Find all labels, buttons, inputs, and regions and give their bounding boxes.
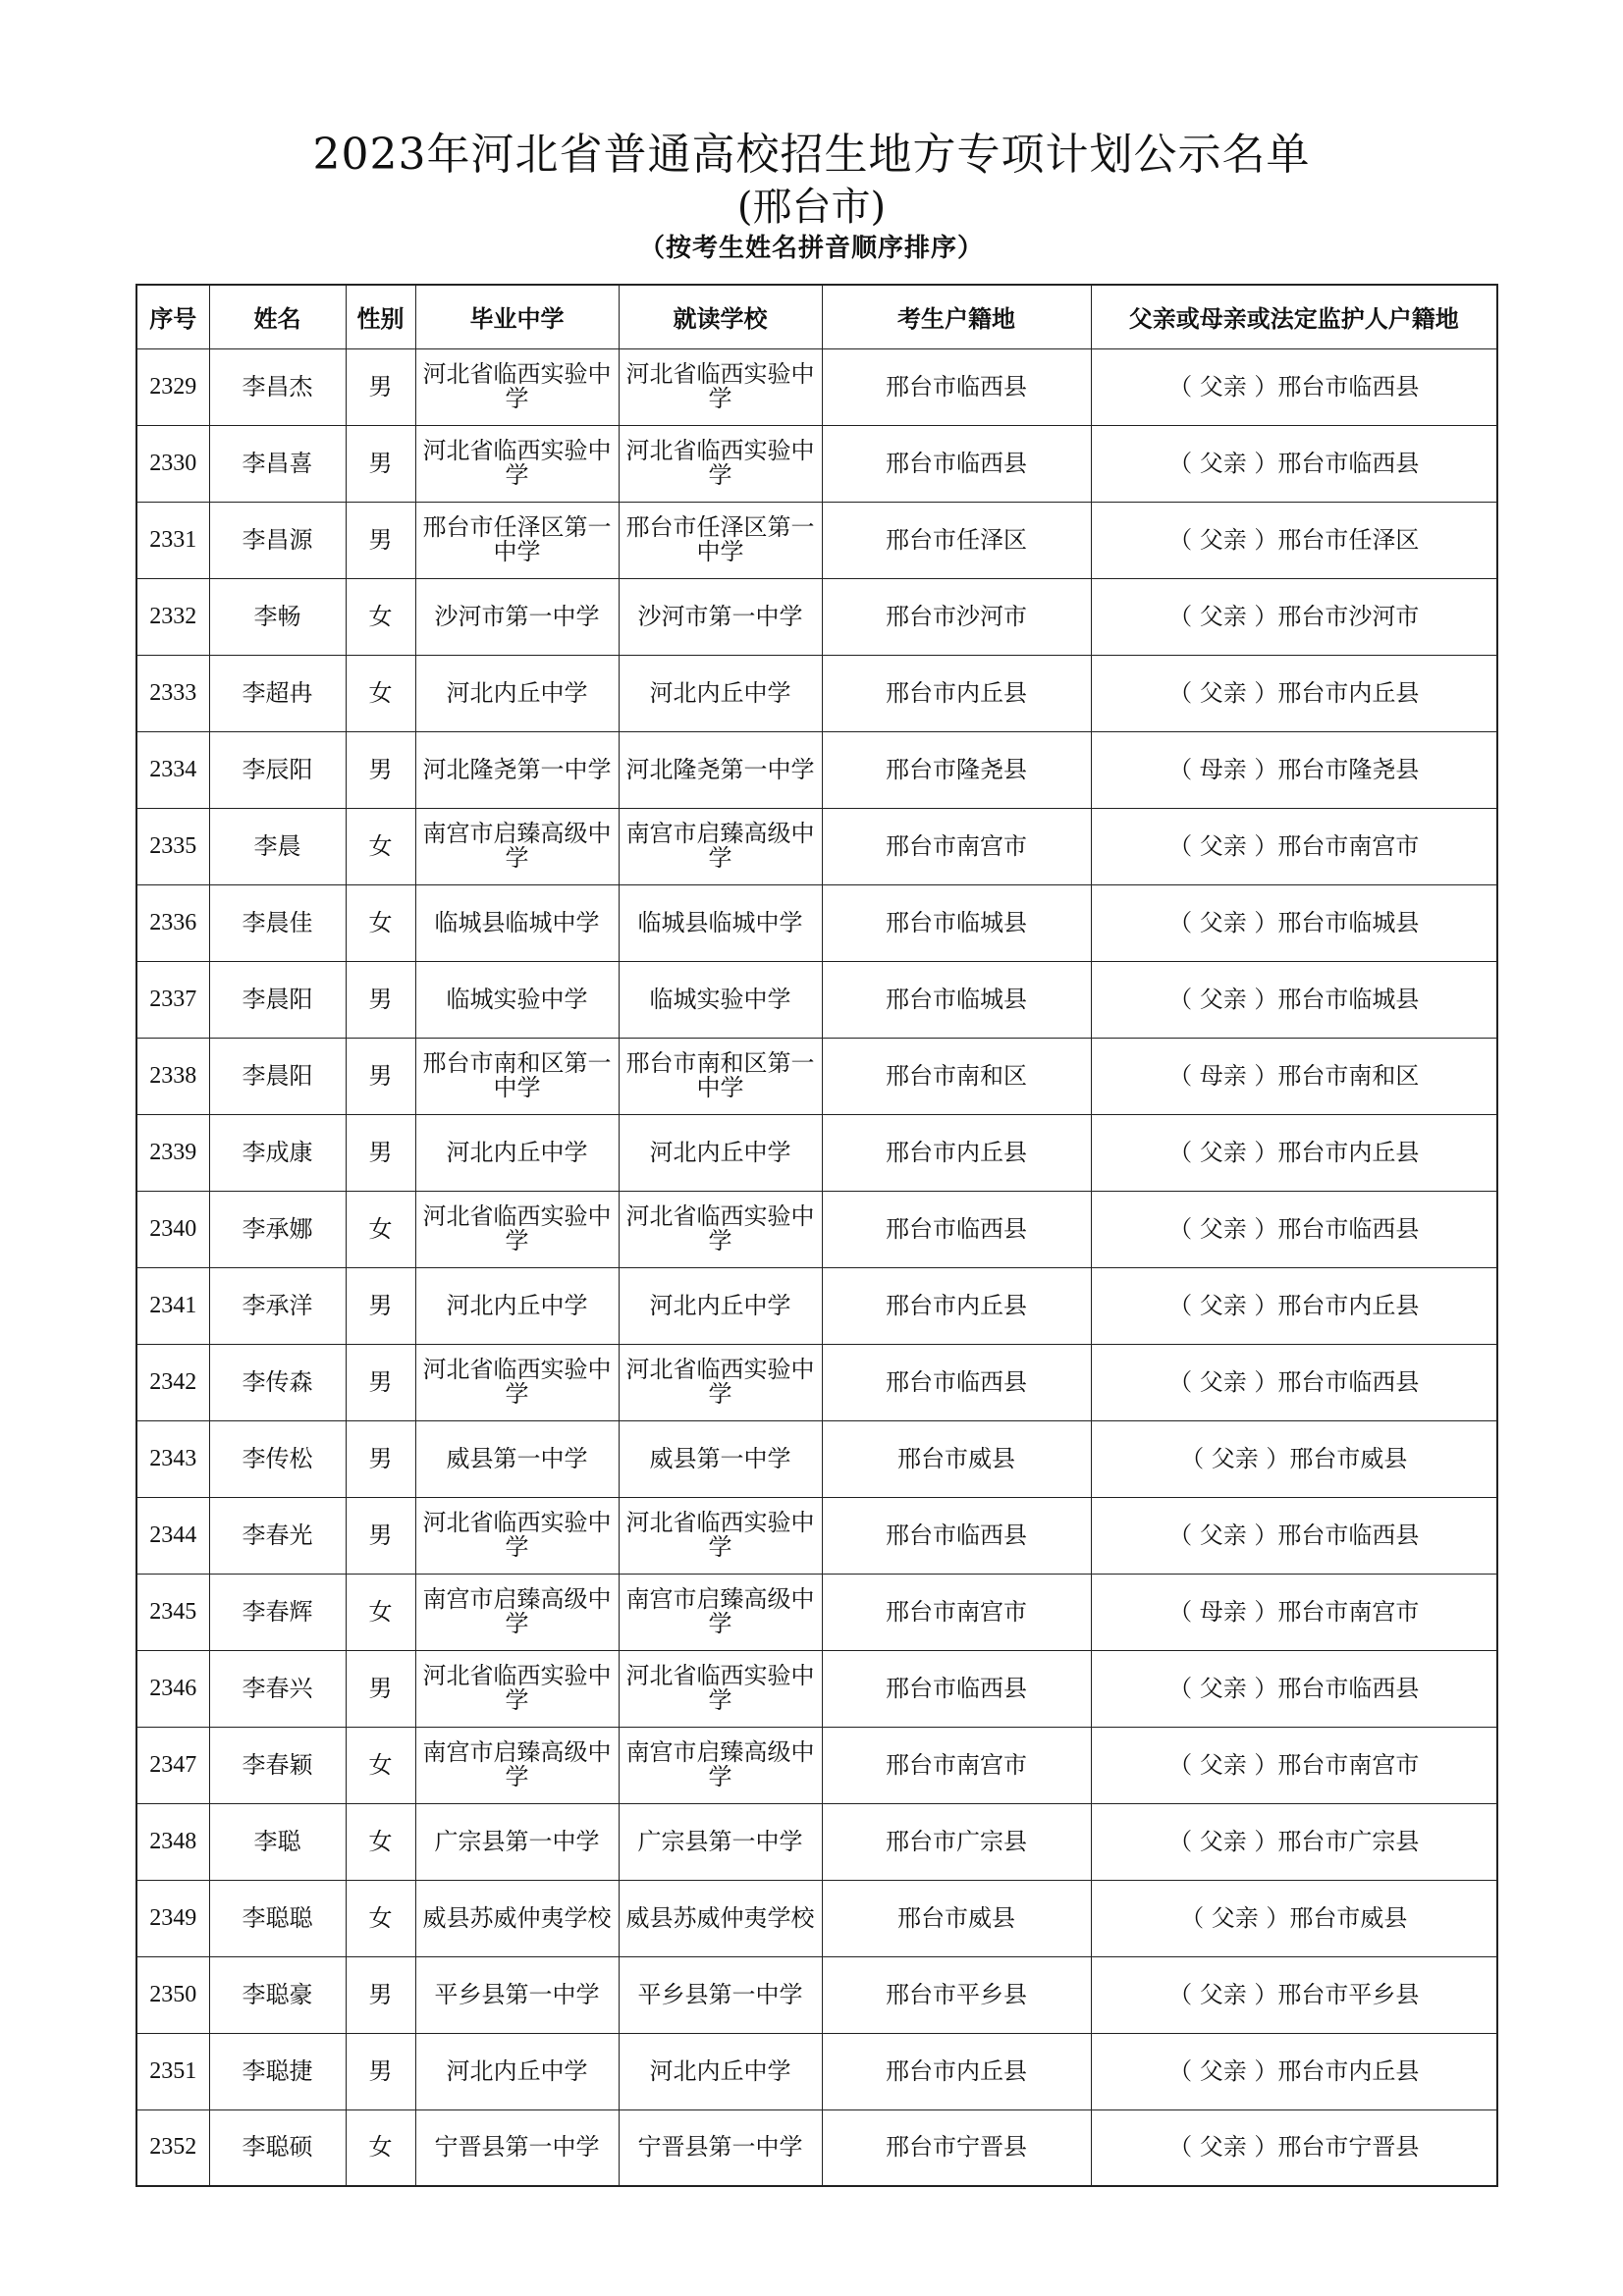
guardian-residence-cell: （ 父亲 ）邢台市临西县	[1091, 425, 1497, 502]
header-graduated-school: 毕业中学	[415, 285, 619, 348]
gender-cell: 男	[346, 1114, 415, 1191]
graduated-school-cell: 河北内丘中学	[415, 655, 619, 731]
guardian-residence-cell: （ 父亲 ）邢台市临城县	[1091, 884, 1497, 961]
current-school-cell: 河北省临西实验中学	[619, 1344, 822, 1420]
gender-cell: 女	[346, 1574, 415, 1650]
graduated-school-cell: 河北省临西实验中学	[415, 1650, 619, 1727]
guardian-residence-cell: （ 父亲 ）邢台市平乡县	[1091, 1956, 1497, 2033]
header-seq: 序号	[136, 285, 209, 348]
table-row	[136, 578, 1497, 655]
table-row	[136, 1038, 1497, 1114]
student-residence-cell: 邢台市内丘县	[822, 1267, 1091, 1344]
table-header-row	[136, 285, 1497, 348]
gender-cell: 男	[346, 1956, 415, 2033]
table-row	[136, 1191, 1497, 1267]
gender-cell: 男	[346, 961, 415, 1038]
seq-cell: 2332	[136, 578, 209, 655]
current-school-cell: 河北省临西实验中学	[619, 425, 822, 502]
guardian-residence-cell: （ 母亲 ）邢台市南宫市	[1091, 1574, 1497, 1650]
sort-note: （按考生姓名拼音顺序排序）	[638, 234, 984, 263]
name-cell: 李春光	[209, 1497, 346, 1574]
table-row	[136, 961, 1497, 1038]
seq-cell: 2334	[136, 731, 209, 808]
gender-cell: 女	[346, 1803, 415, 1880]
student-residence-cell: 邢台市隆尧县	[822, 731, 1091, 808]
name-cell: 李传森	[209, 1344, 346, 1420]
gender-cell: 女	[346, 1880, 415, 1956]
page-title: 2023年河北省普通高校招生地方专项计划公示名单	[312, 130, 1311, 180]
seq-cell: 2352	[136, 2109, 209, 2186]
seq-cell: 2345	[136, 1574, 209, 1650]
student-residence-cell: 邢台市临西县	[822, 1191, 1091, 1267]
gender-cell: 女	[346, 808, 415, 884]
current-school-cell: 河北内丘中学	[619, 2033, 822, 2109]
name-cell: 李晨	[209, 808, 346, 884]
guardian-residence-cell: （ 父亲 ）邢台市南宫市	[1091, 808, 1497, 884]
header-student-residence: 考生户籍地	[822, 285, 1091, 348]
graduated-school-cell: 河北省临西实验中学	[415, 1191, 619, 1267]
graduated-school-cell: 邢台市南和区第一中学	[415, 1038, 619, 1114]
name-cell: 李辰阳	[209, 731, 346, 808]
graduated-school-cell: 临城实验中学	[415, 961, 619, 1038]
current-school-cell: 广宗县第一中学	[619, 1803, 822, 1880]
guardian-residence-cell: （ 父亲 ）邢台市内丘县	[1091, 1114, 1497, 1191]
guardian-residence-cell: （ 父亲 ）邢台市内丘县	[1091, 2033, 1497, 2109]
name-cell: 李聪	[209, 1803, 346, 1880]
name-cell: 李成康	[209, 1114, 346, 1191]
current-school-cell: 河北内丘中学	[619, 655, 822, 731]
gender-cell: 男	[346, 1267, 415, 1344]
graduated-school-cell: 南宫市启臻高级中学	[415, 1574, 619, 1650]
guardian-residence-cell: （ 父亲 ）邢台市临西县	[1091, 1497, 1497, 1574]
seq-cell: 2338	[136, 1038, 209, 1114]
name-cell: 李春颖	[209, 1727, 346, 1803]
graduated-school-cell: 河北内丘中学	[415, 1114, 619, 1191]
graduated-school-cell: 威县第一中学	[415, 1420, 619, 1497]
current-school-cell: 河北隆尧第一中学	[619, 731, 822, 808]
current-school-cell: 河北内丘中学	[619, 1267, 822, 1344]
graduated-school-cell: 邢台市任泽区第一中学	[415, 502, 619, 578]
table-row	[136, 1650, 1497, 1727]
current-school-cell: 威县苏威仲夷学校	[619, 1880, 822, 1956]
seq-cell: 2340	[136, 1191, 209, 1267]
guardian-residence-cell: （ 父亲 ）邢台市临城县	[1091, 961, 1497, 1038]
name-cell: 李承洋	[209, 1267, 346, 1344]
guardian-residence-cell: （ 父亲 ）邢台市内丘县	[1091, 1267, 1497, 1344]
name-cell: 李昌喜	[209, 425, 346, 502]
graduated-school-cell: 平乡县第一中学	[415, 1956, 619, 2033]
table-row	[136, 1803, 1497, 1880]
seq-cell: 2344	[136, 1497, 209, 1574]
table-row	[136, 1344, 1497, 1420]
graduated-school-cell: 临城县临城中学	[415, 884, 619, 961]
student-residence-cell: 邢台市内丘县	[822, 2033, 1091, 2109]
current-school-cell: 南宫市启臻高级中学	[619, 1727, 822, 1803]
guardian-residence-cell: （ 父亲 ）邢台市宁晋县	[1091, 2109, 1497, 2186]
graduated-school-cell: 河北省临西实验中学	[415, 348, 619, 425]
guardian-residence-cell: （ 父亲 ）邢台市临西县	[1091, 348, 1497, 425]
guardian-residence-cell: （ 母亲 ）邢台市隆尧县	[1091, 731, 1497, 808]
table-row	[136, 1267, 1497, 1344]
current-school-cell: 邢台市任泽区第一中学	[619, 502, 822, 578]
seq-cell: 2346	[136, 1650, 209, 1727]
graduated-school-cell: 河北省临西实验中学	[415, 1344, 619, 1420]
name-cell: 李聪硕	[209, 2109, 346, 2186]
student-residence-cell: 邢台市威县	[822, 1420, 1091, 1497]
gender-cell: 女	[346, 655, 415, 731]
name-cell: 李晨阳	[209, 961, 346, 1038]
student-residence-cell: 邢台市临西县	[822, 1650, 1091, 1727]
table-row	[136, 1420, 1497, 1497]
graduated-school-cell: 河北内丘中学	[415, 1267, 619, 1344]
guardian-residence-cell: （ 父亲 ）邢台市任泽区	[1091, 502, 1497, 578]
name-cell: 李传松	[209, 1420, 346, 1497]
seq-cell: 2330	[136, 425, 209, 502]
current-school-cell: 河北省临西实验中学	[619, 1497, 822, 1574]
student-residence-cell: 邢台市平乡县	[822, 1956, 1091, 2033]
student-residence-cell: 邢台市临西县	[822, 1497, 1091, 1574]
name-cell: 李昌源	[209, 502, 346, 578]
gender-cell: 女	[346, 1727, 415, 1803]
table-row	[136, 1727, 1497, 1803]
current-school-cell: 河北内丘中学	[619, 1114, 822, 1191]
student-residence-cell: 邢台市临西县	[822, 1344, 1091, 1420]
table-row	[136, 884, 1497, 961]
gender-cell: 男	[346, 731, 415, 808]
guardian-residence-cell: （ 母亲 ）邢台市南和区	[1091, 1038, 1497, 1114]
gender-cell: 男	[346, 1497, 415, 1574]
name-cell: 李超冉	[209, 655, 346, 731]
seq-cell: 2341	[136, 1267, 209, 1344]
name-cell: 李晨佳	[209, 884, 346, 961]
graduated-school-cell: 沙河市第一中学	[415, 578, 619, 655]
student-residence-cell: 邢台市南和区	[822, 1038, 1091, 1114]
table-row	[136, 1880, 1497, 1956]
gender-cell: 男	[346, 1344, 415, 1420]
seq-cell: 2331	[136, 502, 209, 578]
header-gender: 性别	[346, 285, 415, 348]
gender-cell: 男	[346, 1650, 415, 1727]
graduated-school-cell: 河北省临西实验中学	[415, 425, 619, 502]
gender-cell: 女	[346, 578, 415, 655]
graduated-school-cell: 河北内丘中学	[415, 2033, 619, 2109]
current-school-cell: 河北省临西实验中学	[619, 348, 822, 425]
graduated-school-cell: 南宫市启臻高级中学	[415, 808, 619, 884]
graduated-school-cell: 南宫市启臻高级中学	[415, 1727, 619, 1803]
header-current-school: 就读学校	[619, 285, 822, 348]
seq-cell: 2342	[136, 1344, 209, 1420]
header-guardian-residence: 父亲或母亲或法定监护人户籍地	[1091, 285, 1497, 348]
guardian-residence-cell: （ 父亲 ）邢台市沙河市	[1091, 578, 1497, 655]
graduated-school-cell: 河北隆尧第一中学	[415, 731, 619, 808]
table-row	[136, 2033, 1497, 2109]
student-residence-cell: 邢台市南宫市	[822, 1574, 1091, 1650]
gender-cell: 男	[346, 2033, 415, 2109]
seq-cell: 2347	[136, 1727, 209, 1803]
table-row	[136, 808, 1497, 884]
gender-cell: 男	[346, 502, 415, 578]
current-school-cell: 沙河市第一中学	[619, 578, 822, 655]
name-cell: 李春辉	[209, 1574, 346, 1650]
seq-cell: 2333	[136, 655, 209, 731]
current-school-cell: 南宫市启臻高级中学	[619, 1574, 822, 1650]
table-body	[136, 348, 1497, 2186]
guardian-residence-cell: （ 父亲 ）邢台市广宗县	[1091, 1803, 1497, 1880]
table-row	[136, 2109, 1497, 2186]
current-school-cell: 邢台市南和区第一中学	[619, 1038, 822, 1114]
graduated-school-cell: 威县苏威仲夷学校	[415, 1880, 619, 1956]
current-school-cell: 威县第一中学	[619, 1420, 822, 1497]
name-cell: 李春兴	[209, 1650, 346, 1727]
guardian-residence-cell: （ 父亲 ）邢台市威县	[1091, 1880, 1497, 1956]
gender-cell: 男	[346, 425, 415, 502]
seq-cell: 2349	[136, 1880, 209, 1956]
seq-cell: 2350	[136, 1956, 209, 2033]
guardian-residence-cell: （ 父亲 ）邢台市临西县	[1091, 1191, 1497, 1267]
graduated-school-cell: 宁晋县第一中学	[415, 2109, 619, 2186]
current-school-cell: 河北省临西实验中学	[619, 1650, 822, 1727]
name-cell: 李聪豪	[209, 1956, 346, 2033]
current-school-cell: 临城实验中学	[619, 961, 822, 1038]
graduated-school-cell: 河北省临西实验中学	[415, 1497, 619, 1574]
gender-cell: 男	[346, 1420, 415, 1497]
table-row	[136, 425, 1497, 502]
seq-cell: 2336	[136, 884, 209, 961]
gender-cell: 女	[346, 2109, 415, 2186]
student-residence-cell: 邢台市南宫市	[822, 808, 1091, 884]
seq-cell: 2329	[136, 348, 209, 425]
guardian-residence-cell: （ 父亲 ）邢台市临西县	[1091, 1344, 1497, 1420]
guardian-residence-cell: （ 父亲 ）邢台市临西县	[1091, 1650, 1497, 1727]
seq-cell: 2335	[136, 808, 209, 884]
seq-cell: 2348	[136, 1803, 209, 1880]
graduated-school-cell: 广宗县第一中学	[415, 1803, 619, 1880]
name-cell: 李晨阳	[209, 1038, 346, 1114]
current-school-cell: 临城县临城中学	[619, 884, 822, 961]
student-residence-cell: 邢台市临西县	[822, 425, 1091, 502]
seq-cell: 2337	[136, 961, 209, 1038]
table-row	[136, 1114, 1497, 1191]
student-residence-cell: 邢台市广宗县	[822, 1803, 1091, 1880]
student-residence-cell: 邢台市南宫市	[822, 1727, 1091, 1803]
table-row	[136, 655, 1497, 731]
seq-cell: 2343	[136, 1420, 209, 1497]
table-row	[136, 502, 1497, 578]
student-residence-cell: 邢台市威县	[822, 1880, 1091, 1956]
student-residence-cell: 邢台市宁晋县	[822, 2109, 1091, 2186]
student-residence-cell: 邢台市临城县	[822, 884, 1091, 961]
admission-roster-table	[135, 284, 1498, 2187]
gender-cell: 男	[346, 348, 415, 425]
table-row	[136, 1574, 1497, 1650]
name-cell: 李聪聪	[209, 1880, 346, 1956]
current-school-cell: 河北省临西实验中学	[619, 1191, 822, 1267]
current-school-cell: 平乡县第一中学	[619, 1956, 822, 2033]
gender-cell: 女	[346, 1191, 415, 1267]
seq-cell: 2351	[136, 2033, 209, 2109]
student-residence-cell: 邢台市内丘县	[822, 655, 1091, 731]
student-residence-cell: 邢台市临西县	[822, 348, 1091, 425]
student-residence-cell: 邢台市临城县	[822, 961, 1091, 1038]
student-residence-cell: 邢台市内丘县	[822, 1114, 1091, 1191]
name-cell: 李承娜	[209, 1191, 346, 1267]
name-cell: 李昌杰	[209, 348, 346, 425]
student-residence-cell: 邢台市沙河市	[822, 578, 1091, 655]
current-school-cell: 南宫市启臻高级中学	[619, 808, 822, 884]
gender-cell: 男	[346, 1038, 415, 1114]
guardian-residence-cell: （ 父亲 ）邢台市南宫市	[1091, 1727, 1497, 1803]
table-row	[136, 348, 1497, 425]
name-cell: 李畅	[209, 578, 346, 655]
table-row	[136, 731, 1497, 808]
name-cell: 李聪捷	[209, 2033, 346, 2109]
guardian-residence-cell: （ 父亲 ）邢台市威县	[1091, 1420, 1497, 1497]
current-school-cell: 宁晋县第一中学	[619, 2109, 822, 2186]
guardian-residence-cell: （ 父亲 ）邢台市内丘县	[1091, 655, 1497, 731]
gender-cell: 女	[346, 884, 415, 961]
table-row	[136, 1956, 1497, 2033]
seq-cell: 2339	[136, 1114, 209, 1191]
student-residence-cell: 邢台市任泽区	[822, 502, 1091, 578]
page-subtitle: (邢台市)	[736, 185, 887, 230]
table-row	[136, 1497, 1497, 1574]
header-name: 姓名	[209, 285, 346, 348]
